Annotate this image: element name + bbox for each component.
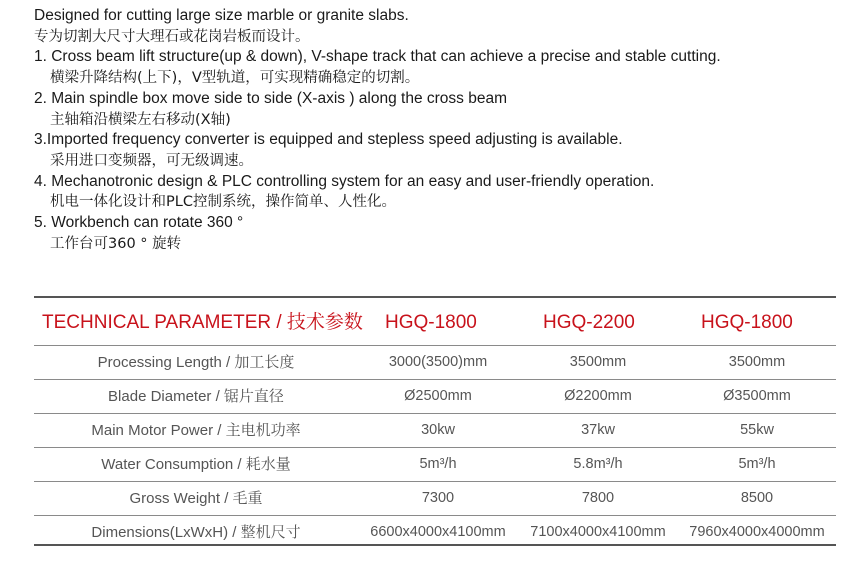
table-header-title: TECHNICAL PARAMETER / 技术参数 xyxy=(42,312,363,333)
parameter-value: Ø2200mm xyxy=(564,388,632,404)
parameter-value: 7800 xyxy=(581,490,615,506)
parameter-label: Water Consumption / 耗水量 xyxy=(101,456,291,473)
parameter-value: 7300 xyxy=(421,490,455,506)
description-line: 工作台可360 ° 旋转 xyxy=(50,235,182,252)
parameter-value: 7100x4000x4100mm xyxy=(530,524,666,540)
table-row xyxy=(34,345,836,379)
description-line: 3.Imported frequency converter is equipped and stepless speed adjusting is available. xyxy=(34,131,623,149)
description-line: 主轴箱沿横梁左右移动(X轴) xyxy=(50,111,231,128)
table-bottom-rule xyxy=(34,544,836,546)
description-line: 4. Mechanotronic design & PLC controlling system for an easy and user-friendly operation. xyxy=(34,172,655,190)
parameter-value: 30kw xyxy=(421,422,455,438)
parameter-value: Ø2500mm xyxy=(404,388,472,404)
table-row xyxy=(34,413,836,447)
parameter-value: 8500 xyxy=(740,490,774,506)
description-line: 5. Workbench can rotate 360 ° xyxy=(34,214,244,232)
description-line: 机电一体化设计和PLC控制系统，操作简单、人性化。 xyxy=(50,194,396,211)
description-line: Designed for cutting large size marble or granite slabs. xyxy=(34,7,409,24)
parameter-value: 7960x4000x4000mm xyxy=(689,524,825,540)
description-line: 采用进口变频器，可无级调速。 xyxy=(50,152,253,169)
table-top-rule xyxy=(34,296,836,298)
description-line: 专为切割大尺寸大理石或花岗岩板而设计。 xyxy=(34,28,310,45)
parameter-value: Ø3500mm xyxy=(723,388,791,404)
table-row xyxy=(34,481,836,515)
table-header-model: HGQ-1800 xyxy=(701,312,793,333)
parameter-value: 5m³/h xyxy=(738,456,776,472)
table-row xyxy=(34,447,836,481)
parameter-label: Gross Weight / 毛重 xyxy=(129,490,263,507)
parameter-value: 3500mm xyxy=(569,354,627,370)
description-line: 2. Main spindle box move side to side (X-axis ) along the cross beam xyxy=(34,89,507,107)
parameter-value: 5m³/h xyxy=(419,456,457,472)
technical-parameter-table xyxy=(34,300,836,549)
table-header-model: HGQ-1800 xyxy=(385,312,477,333)
parameter-value: 5.8m³/h xyxy=(573,456,623,472)
description-line: 1. Cross beam lift structure(up & down), V-shape track that can achieve a precise and stable cutting. xyxy=(34,48,721,66)
parameter-label: Processing Length / 加工长度 xyxy=(97,354,295,371)
parameter-value: 3500mm xyxy=(728,354,786,370)
parameter-label: Main Motor Power / 主电机功率 xyxy=(91,422,301,439)
description-line: 横梁升降结构(上下)，V型轨道，可实现精确稳定的切割。 xyxy=(50,70,420,87)
table-header-row xyxy=(34,300,836,345)
parameter-value: 3000(3500)mm xyxy=(388,354,488,370)
table-header-model: HGQ-2200 xyxy=(543,312,635,333)
parameter-label: Dimensions(LxWxH) / 整机尺寸 xyxy=(91,524,301,541)
table-row xyxy=(34,379,836,413)
parameter-value: 6600x4000x4100mm xyxy=(370,524,506,540)
product-description xyxy=(34,6,859,254)
parameter-value: 37kw xyxy=(581,422,615,438)
parameter-label: Blade Diameter / 锯片直径 xyxy=(108,388,284,405)
parameter-value: 55kw xyxy=(740,422,774,438)
